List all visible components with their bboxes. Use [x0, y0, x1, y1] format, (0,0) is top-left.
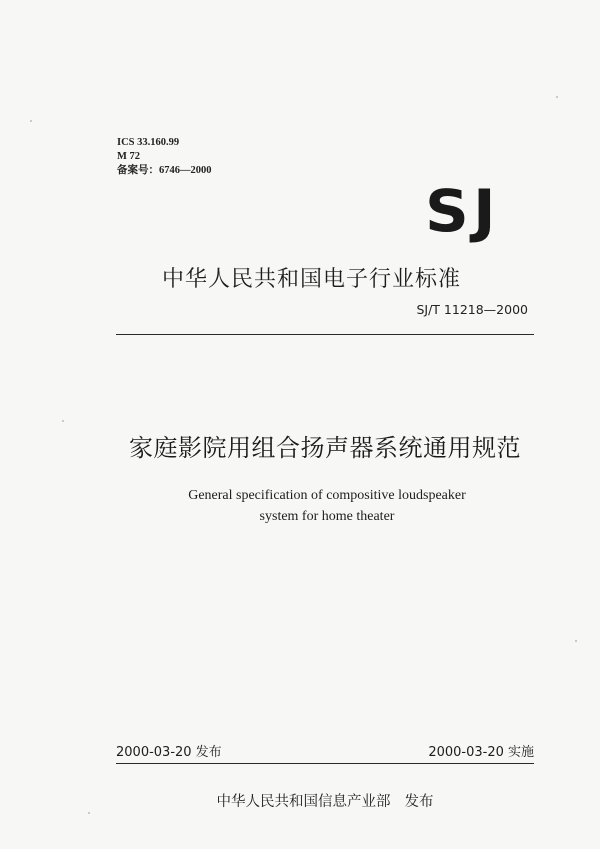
issuer-name: 中华人民共和国信息产业部 — [216, 794, 391, 810]
document-title-english — [0, 485, 600, 527]
footer-divider — [116, 763, 534, 764]
sj-logo: SJ — [425, 177, 500, 245]
issue-date: 2000-03-20 发布 — [116, 745, 222, 760]
classification-block — [117, 136, 212, 178]
issuer-action: 发布 — [404, 794, 434, 810]
standard-category-title: 中华人民共和国电子行业标准 — [162, 267, 462, 292]
standard-number: SJ/T 11218—2000 — [416, 302, 528, 317]
scan-speck — [575, 640, 577, 642]
scan-speck — [556, 96, 558, 98]
scan-speck — [62, 420, 64, 422]
implementation-date: 2000-03-20 实施 — [428, 745, 534, 760]
header-divider — [116, 334, 534, 335]
scan-speck — [88, 812, 90, 814]
record-number: 备案号：6746—2000 — [117, 165, 212, 176]
scan-speck — [30, 120, 32, 122]
english-title-line-1: General specification of compositive loudspeaker — [188, 488, 466, 503]
class-code: M 72 — [117, 151, 141, 162]
document-title-chinese: 家庭影院用组合扬声器系统通用规范 — [129, 434, 521, 462]
issuing-authority — [0, 790, 600, 811]
ics-code: ICS 33.160.99 — [117, 137, 180, 148]
english-title-line-2: system for home theater — [259, 509, 395, 524]
